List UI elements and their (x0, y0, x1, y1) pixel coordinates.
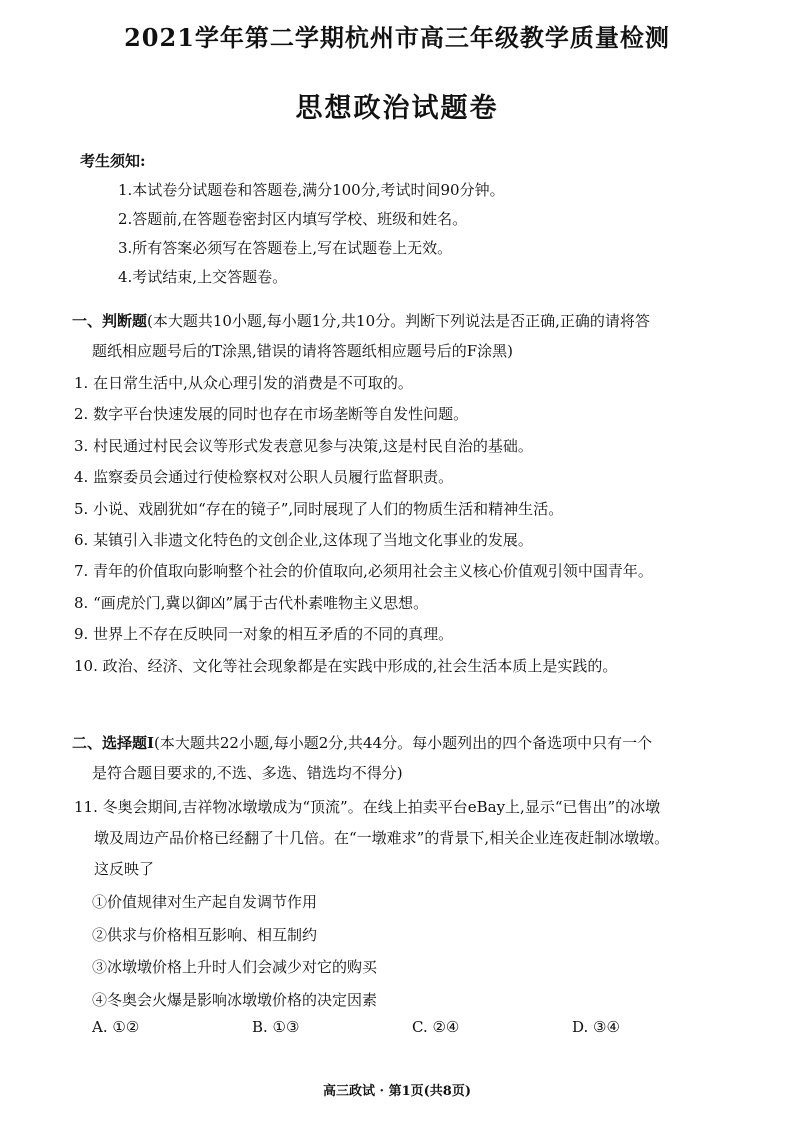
section1-heading: 一、判断题 (72, 312, 148, 330)
statement-2: ②供求与价格相互影响、相互制约 (92, 925, 318, 944)
section2-heading: 二、选择题Ⅰ (72, 734, 155, 752)
question-6: 6. 某镇引入非遗文化特色的文创企业,这体现了当地文化事业的发展。 (74, 530, 533, 549)
section1-desc-line1: (本大题共10小题,每小题1分,共10分。判断下列说法是否正确,正确的请将答 (147, 312, 650, 330)
section2-desc-line2: 是符合题目要求的,不选、多选、错选均不得分) (92, 764, 403, 782)
exam-subtitle: 思想政治试题卷 (295, 93, 499, 124)
section2-desc-line1: (本大题共22小题,每小题2分,共44分。每小题列出的四个备选项中只有一个 (154, 734, 653, 752)
notice-heading: 考生须知: (80, 152, 146, 170)
question-11-statements (92, 886, 377, 1016)
notice-list (118, 176, 505, 292)
question-8: 8. “画虎於门,冀以御凶”属于古代朴素唯物主义思想。 (74, 593, 429, 612)
page-footer: 高三政试 · 第1页(共8页) (323, 1084, 471, 1099)
option-d: D. ③④ (572, 1018, 620, 1036)
question-4: 4. 监察委员会通过行使检察权对公职人员履行监督职责。 (74, 468, 454, 487)
true-false-questions (74, 368, 774, 682)
exam-title: 2021学年第二学期杭州市高三年级教学质量检测 (124, 23, 670, 52)
question-3: 3. 村民通过村民会议等形式发表意见参与决策,这是村民自治的基础。 (74, 436, 533, 455)
option-a: A. ①② (92, 1018, 140, 1036)
question-9: 9. 世界上不存在反映同一对象的相互矛盾的不同的真理。 (74, 625, 454, 644)
question-1: 1. 在日常生活中,从众心理引发的消费是不可取的。 (74, 374, 413, 392)
statement-1: ①价值规律对生产起自发调节作用 (92, 893, 318, 911)
option-c: C. ②④ (412, 1018, 460, 1036)
section1-instructions (72, 306, 762, 366)
question-11-line2: 墩及周边产品价格已经翻了十几倍。在“一墩难求”的背景下,相关企业连夜赶制冰墩墩。 (94, 829, 670, 847)
option-b: B. ①③ (252, 1018, 300, 1036)
question-2: 2. 数字平台快速发展的同时也存在市场垄断等自发性问题。 (74, 405, 469, 424)
notice-item: 4.考试结束,上交答题卷。 (118, 268, 288, 286)
notice-item: 3.所有答案必须写在答题卷上,写在试题卷上无效。 (118, 239, 453, 257)
statement-4: ④冬奥会火爆是影响冰墩墩价格的决定因素 (92, 990, 378, 1009)
question-11 (74, 792, 764, 885)
question-5: 5. 小说、戏剧犹如“存在的镜子”,同时展现了人们的物质生活和精神生活。 (74, 499, 564, 518)
notice-item: 1.本试卷分试题卷和答题卷,满分100分,考试时间90分钟。 (118, 181, 505, 199)
question-11-line1: 11. 冬奥会期间,吉祥物冰墩墩成为“顶流”。在线上拍卖平台eBay上,显示“已售出”的冰墩 (74, 798, 661, 816)
question-11-line3: 这反映了 (94, 860, 155, 878)
section2-instructions (72, 728, 762, 788)
question-7: 7. 青年的价值取向影响整个社会的价值取向,必须用社会主义核心价值观引领中国青年。 (74, 562, 653, 581)
question-11-options (92, 1018, 732, 1036)
statement-3: ③冰墩墩价格上升时人们会减少对它的购买 (92, 958, 378, 976)
notice-item: 2.答题前,在答题卷密封区内填写学校、班级和姓名。 (118, 210, 468, 228)
section1-desc-line2: 题纸相应题号后的T涂黑,错误的请将答题纸相应题号后的F涂黑) (92, 342, 514, 360)
question-10: 10. 政治、经济、文化等社会现象都是在实践中形成的,社会生活本质上是实践的。 (74, 656, 618, 675)
